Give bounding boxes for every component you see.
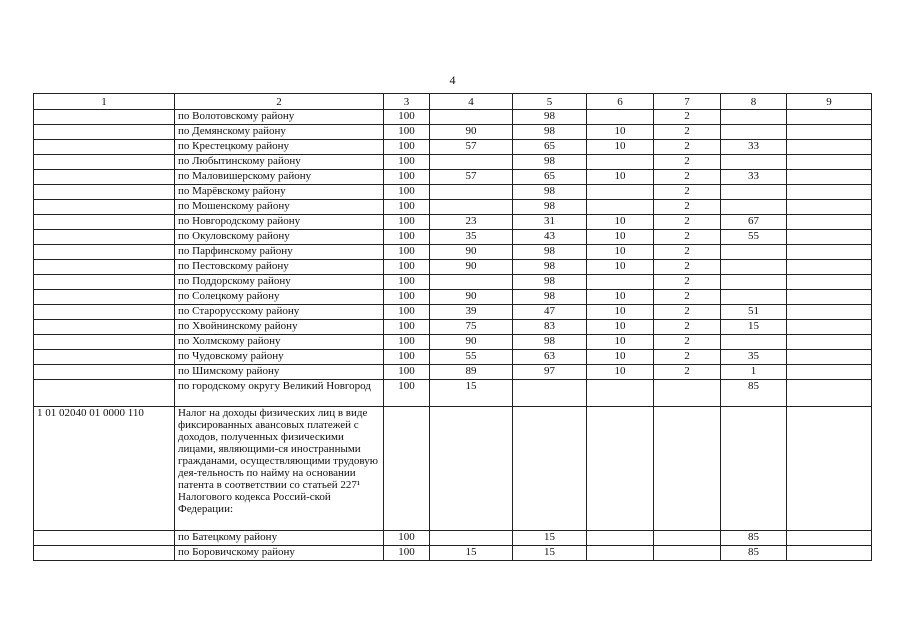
table-row [34, 380, 872, 407]
table-cell: 10 [587, 140, 654, 155]
table-cell: по Волотовскому району [175, 110, 384, 125]
table-cell: 10 [587, 305, 654, 320]
table-cell: 51 [721, 305, 787, 320]
table-cell [587, 185, 654, 200]
table-cell: 65 [513, 140, 587, 155]
page-number: 4 [449, 73, 456, 87]
table-cell: 10 [587, 215, 654, 230]
table-cell: 2 [654, 215, 721, 230]
table-cell [430, 200, 513, 215]
table-cell: 90 [430, 245, 513, 260]
table-cell [34, 155, 175, 170]
table-cell: 100 [384, 531, 430, 546]
table-cell [34, 305, 175, 320]
table-cell: 33 [721, 140, 787, 155]
table-cell: по Окуловскому району [175, 230, 384, 245]
table-cell: 100 [384, 125, 430, 140]
table-cell: по городскому округу Великий Новгород [175, 380, 384, 407]
table-cell [587, 110, 654, 125]
table-cell [787, 260, 872, 275]
table-cell: 2 [654, 155, 721, 170]
table-row [34, 230, 872, 245]
table-cell [721, 110, 787, 125]
table-row [34, 200, 872, 215]
table-cell: 100 [384, 200, 430, 215]
table-cell: 2 [654, 230, 721, 245]
table-cell: по Новгородскому району [175, 215, 384, 230]
table-cell [34, 110, 175, 125]
table-cell [721, 335, 787, 350]
table-cell: 2 [654, 170, 721, 185]
table-cell: 100 [384, 215, 430, 230]
table-cell: 98 [513, 185, 587, 200]
table-header-row [34, 94, 872, 110]
table-cell: 57 [430, 140, 513, 155]
column-header: 6 [587, 94, 654, 110]
table-cell: по Пестовскому району [175, 260, 384, 275]
table-row [34, 335, 872, 350]
table-cell: 43 [513, 230, 587, 245]
table-row [34, 365, 872, 380]
table-cell [430, 275, 513, 290]
table-cell [787, 275, 872, 290]
table-cell: 100 [384, 335, 430, 350]
table-cell [587, 531, 654, 546]
table-cell [34, 170, 175, 185]
table-cell: по Мошенскому району [175, 200, 384, 215]
table-cell: 2 [654, 200, 721, 215]
table-cell: 98 [513, 260, 587, 275]
table-cell [430, 185, 513, 200]
table-cell: 2 [654, 350, 721, 365]
table-cell: 15 [430, 380, 513, 407]
table-cell: по Демянскому району [175, 125, 384, 140]
table-cell [654, 546, 721, 561]
table-cell: 10 [587, 125, 654, 140]
table-cell [787, 305, 872, 320]
table-cell [654, 531, 721, 546]
table-cell [787, 335, 872, 350]
tax-header-row [34, 407, 872, 531]
column-header: 8 [721, 94, 787, 110]
table-cell [34, 290, 175, 305]
column-header: 1 [34, 94, 175, 110]
table-cell: 31 [513, 215, 587, 230]
table-cell [721, 245, 787, 260]
table-cell: по Шимскому району [175, 365, 384, 380]
table-cell: 100 [384, 260, 430, 275]
table-cell: 35 [430, 230, 513, 245]
table-cell: 10 [587, 260, 654, 275]
table-cell: 10 [587, 350, 654, 365]
table-cell: 63 [513, 350, 587, 365]
table-cell [721, 155, 787, 170]
table-row [34, 531, 872, 546]
table-cell: по Солецкому району [175, 290, 384, 305]
table-cell: 15 [721, 320, 787, 335]
table-cell: 65 [513, 170, 587, 185]
table-cell [587, 155, 654, 170]
table-row [34, 320, 872, 335]
table-cell: 2 [654, 140, 721, 155]
table-cell [654, 407, 721, 531]
table-cell [587, 200, 654, 215]
table-cell [787, 380, 872, 407]
table-cell: 33 [721, 170, 787, 185]
table-cell [787, 230, 872, 245]
table-cell [34, 140, 175, 155]
table-cell: 10 [587, 320, 654, 335]
table-cell: 2 [654, 260, 721, 275]
table-row [34, 275, 872, 290]
table-cell: 100 [384, 245, 430, 260]
table-cell: 89 [430, 365, 513, 380]
table-cell [587, 546, 654, 561]
table-cell [430, 531, 513, 546]
table-cell: 98 [513, 245, 587, 260]
table-cell [34, 380, 175, 407]
table-cell: 2 [654, 335, 721, 350]
table-cell: по Марёвскому району [175, 185, 384, 200]
table-cell: 90 [430, 290, 513, 305]
table-cell: 10 [587, 365, 654, 380]
table-cell [587, 275, 654, 290]
column-header: 7 [654, 94, 721, 110]
table-cell [721, 290, 787, 305]
column-header: 2 [175, 94, 384, 110]
table-cell: 98 [513, 275, 587, 290]
table-cell [34, 215, 175, 230]
table-cell [787, 407, 872, 531]
table-cell: по Крестецкому району [175, 140, 384, 155]
table-cell [34, 230, 175, 245]
column-header: 4 [430, 94, 513, 110]
table-row [34, 110, 872, 125]
table-row [34, 140, 872, 155]
table-cell [721, 275, 787, 290]
table-cell [787, 546, 872, 561]
table-cell: 2 [654, 245, 721, 260]
table-cell: 90 [430, 125, 513, 140]
table-cell: 2 [654, 125, 721, 140]
table-cell: 2 [654, 305, 721, 320]
table-cell [787, 110, 872, 125]
table-cell: 10 [587, 335, 654, 350]
table-cell: 2 [654, 185, 721, 200]
table-row [34, 215, 872, 230]
table-cell [787, 140, 872, 155]
table-cell: 100 [384, 170, 430, 185]
table-cell: 90 [430, 335, 513, 350]
table-cell: 100 [384, 380, 430, 407]
table-cell: по Холмскому району [175, 335, 384, 350]
table-cell [34, 125, 175, 140]
table-cell: 100 [384, 140, 430, 155]
table-cell [513, 380, 587, 407]
table-cell [787, 170, 872, 185]
table-cell [787, 245, 872, 260]
table-cell [787, 155, 872, 170]
table-cell: 98 [513, 110, 587, 125]
table-cell [721, 200, 787, 215]
table-cell [34, 200, 175, 215]
table-cell [787, 531, 872, 546]
table-cell [721, 125, 787, 140]
table-cell: 75 [430, 320, 513, 335]
table-cell: по Боровичскому району [175, 546, 384, 561]
table-cell [430, 407, 513, 531]
table-cell [34, 546, 175, 561]
table-cell: 100 [384, 230, 430, 245]
table-cell [34, 275, 175, 290]
table-cell: 100 [384, 305, 430, 320]
table-cell [787, 290, 872, 305]
table-cell [34, 531, 175, 546]
table-cell: 1 [721, 365, 787, 380]
table-cell: 23 [430, 215, 513, 230]
table-row [34, 290, 872, 305]
table-cell [787, 320, 872, 335]
table-cell: 100 [384, 365, 430, 380]
table-cell: по Поддорскому району [175, 275, 384, 290]
table-cell: 90 [430, 260, 513, 275]
budget-classification-code: 1 01 02040 01 0000 110 [34, 407, 175, 531]
table-cell: 83 [513, 320, 587, 335]
table-cell: по Хвойнинскому району [175, 320, 384, 335]
table-cell: 100 [384, 275, 430, 290]
table-cell: 85 [721, 546, 787, 561]
table-cell [34, 350, 175, 365]
table-cell: 98 [513, 290, 587, 305]
table-cell: 57 [430, 170, 513, 185]
table-cell [787, 125, 872, 140]
table-cell: 67 [721, 215, 787, 230]
table-row [34, 305, 872, 320]
table-cell: 85 [721, 380, 787, 407]
table-row [34, 245, 872, 260]
table-cell: 2 [654, 365, 721, 380]
table-cell: 100 [384, 155, 430, 170]
table-cell: 2 [654, 110, 721, 125]
table-cell: 10 [587, 230, 654, 245]
table-cell: 100 [384, 350, 430, 365]
table-cell [787, 215, 872, 230]
table-cell: по Чудовскому району [175, 350, 384, 365]
table-cell [430, 155, 513, 170]
table-cell: по Батецкому району [175, 531, 384, 546]
table-cell [34, 245, 175, 260]
table-cell [787, 185, 872, 200]
table-cell: 100 [384, 290, 430, 305]
table-cell: 35 [721, 350, 787, 365]
column-header: 9 [787, 94, 872, 110]
table-cell: 47 [513, 305, 587, 320]
table-cell: 85 [721, 531, 787, 546]
table-cell [787, 350, 872, 365]
table-cell: 100 [384, 546, 430, 561]
table-cell [34, 335, 175, 350]
table-cell: 55 [430, 350, 513, 365]
table-cell: 2 [654, 290, 721, 305]
table-cell: 98 [513, 155, 587, 170]
table-cell [513, 407, 587, 531]
table-row [34, 155, 872, 170]
revenue-distribution-table [33, 93, 872, 561]
table-row [34, 260, 872, 275]
table-cell: 10 [587, 290, 654, 305]
table-cell [587, 380, 654, 407]
table-cell [587, 407, 654, 531]
table-cell: 97 [513, 365, 587, 380]
table-cell [34, 260, 175, 275]
tax-description: Налог на доходы физических лиц в виде фиксированных авансовых платежей с доходов, полученных физическими лицами, являющими-ся иностранными гражданами, осуществляющими трудовую дея-тельность по найму на основании патента в соответствии со статьей 227¹ Налогового кодекса Россий-ской Федерации: [175, 407, 384, 531]
table-cell: 39 [430, 305, 513, 320]
table-cell: 15 [513, 531, 587, 546]
table-cell [34, 185, 175, 200]
table-row [34, 546, 872, 561]
table-cell: 2 [654, 320, 721, 335]
table-cell: 2 [654, 275, 721, 290]
table-cell: 98 [513, 125, 587, 140]
table-cell: 15 [513, 546, 587, 561]
table-cell: 100 [384, 185, 430, 200]
table-cell: 98 [513, 335, 587, 350]
table-cell [34, 365, 175, 380]
table-cell [787, 200, 872, 215]
table-cell [384, 407, 430, 531]
table-cell: по Маловишерскому району [175, 170, 384, 185]
column-header: 5 [513, 94, 587, 110]
table-cell [787, 365, 872, 380]
table-cell: по Старорусскому району [175, 305, 384, 320]
table-cell [721, 260, 787, 275]
table-cell: 100 [384, 110, 430, 125]
table-cell: 10 [587, 245, 654, 260]
table-row [34, 170, 872, 185]
table-row [34, 185, 872, 200]
table-cell: по Любытинскому району [175, 155, 384, 170]
table-cell: 15 [430, 546, 513, 561]
table-row [34, 350, 872, 365]
table-row [34, 125, 872, 140]
table-cell [654, 380, 721, 407]
table-cell [721, 407, 787, 531]
table-cell: 55 [721, 230, 787, 245]
table-cell: 100 [384, 320, 430, 335]
table-cell [721, 185, 787, 200]
table-cell [34, 320, 175, 335]
table-cell: 98 [513, 200, 587, 215]
table-cell: 10 [587, 170, 654, 185]
table-cell: по Парфинскому району [175, 245, 384, 260]
column-header: 3 [384, 94, 430, 110]
table-cell [430, 110, 513, 125]
